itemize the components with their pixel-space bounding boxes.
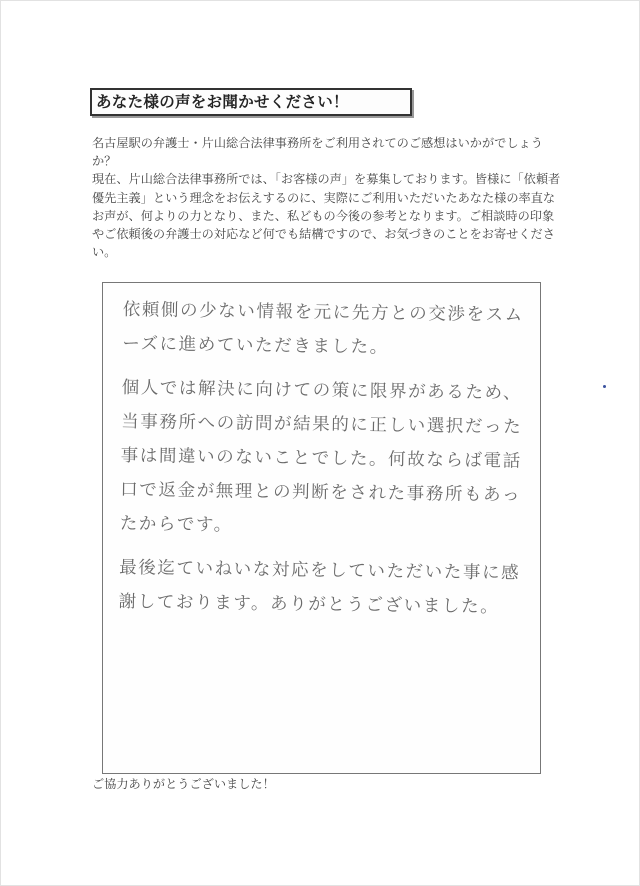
handwritten-paragraph-1: 依頼側の少ない情報を元に先方との交渉をスムーズに進めていただきました。	[122, 299, 524, 358]
intro-text	[92, 134, 562, 261]
handwritten-paragraph-3: 最後迄ていねいな対応をしていただいた事に感謝しております。ありがとうございました。	[118, 557, 521, 618]
ink-dot	[603, 385, 606, 388]
handwritten-comment	[118, 293, 538, 635]
handwritten-comment-box	[102, 282, 541, 774]
closing-message: ご協力ありがとうございました！	[92, 777, 275, 791]
handwritten-paragraph-2: 個人では解決に向けての策に限界があるため、当事務所への訪問が結果的に正しい選択だった事は間違いのないことでした。何故ならば電話口で返金が無理との判断をされた事務所もあったからです。	[119, 377, 523, 536]
intro-paragraph-1: 名古屋駅の弁護士・片山総合法律事務所をご利用されてのご感想はいかがでしょうか？	[92, 136, 543, 169]
intro-paragraph-2: 現在、片山総合法律事務所では、「お客様の声」を募集しております。皆様に「依頼者優先主義」という理念をお伝えするのに、実際にご利用いただいたあなた様の率直なお声が、何よりの力となり、また、私どもの今後の参考となります。ご相談時の印象やご依頼後の弁護士の対応など何でも結構ですので、お気づきのことをお寄せください。	[92, 172, 561, 260]
page-title: あなた様の声をお聞かせください！	[90, 88, 412, 116]
